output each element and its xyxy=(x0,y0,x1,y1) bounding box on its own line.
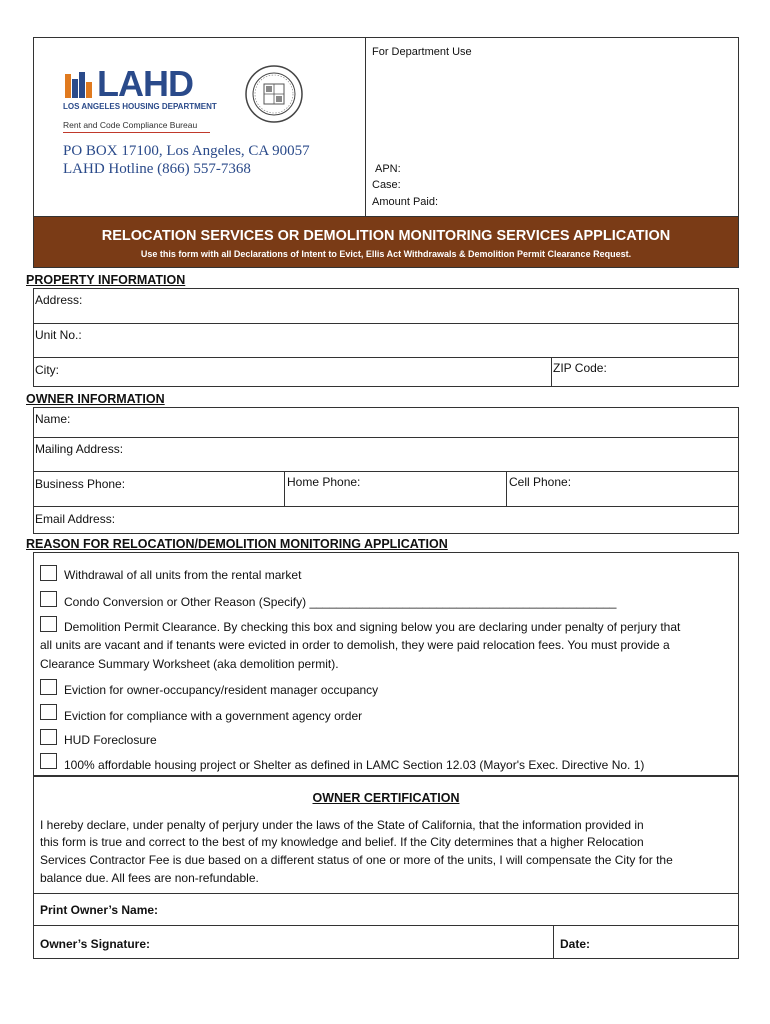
lahd-logo xyxy=(63,63,217,134)
email-address-field[interactable]: Email Address: xyxy=(35,512,116,526)
option-hud-foreclosure: HUD Foreclosure xyxy=(64,733,157,747)
unit-number-field[interactable]: Unit No.: xyxy=(35,328,82,342)
logo-acronym: LAHD xyxy=(97,63,193,104)
hotline-line: LAHD Hotline (866) 557-7368 xyxy=(63,161,251,177)
property-information-heading: PROPERTY INFORMATION xyxy=(26,273,186,287)
checkbox-condo-conversion[interactable] xyxy=(40,591,57,607)
apn-label: APN: xyxy=(375,163,401,175)
zip-code-field[interactable]: ZIP Code: xyxy=(553,361,607,375)
property-row-divider xyxy=(33,323,739,324)
checkbox-owner-occupancy[interactable] xyxy=(40,679,57,695)
certification-text-line: Services Contractor Fee is due based on a different status of one or more of the units, I will compensate the City for the xyxy=(40,853,673,867)
owner-signature-field[interactable]: Owner’s Signature: xyxy=(40,937,151,951)
checkbox-demolition-clearance[interactable] xyxy=(40,616,57,632)
option-demolition-clearance-line3: Clearance Summary Worksheet (aka demolition permit). xyxy=(40,657,339,671)
home-phone-field[interactable]: Home Phone: xyxy=(287,475,361,489)
owner-row-divider xyxy=(33,471,739,472)
option-demolition-clearance-line2: all units are vacant and if tenants were evicted in order to demolish, they were paid relocation fees. You must provide a xyxy=(40,638,670,652)
mailing-address-field[interactable]: Mailing Address: xyxy=(35,442,124,456)
checkbox-affordable-housing[interactable] xyxy=(40,753,57,769)
option-affordable-housing: 100% affordable housing project or Shelter as defined in LAMC Section 12.03 (Mayor's Exec. Directive No. 1) xyxy=(64,758,645,772)
checkbox-government-order[interactable] xyxy=(40,704,57,720)
option-owner-occupancy: Eviction for owner-occupancy/resident manager occupancy xyxy=(64,683,379,697)
property-box xyxy=(33,288,739,387)
logo-underline xyxy=(63,132,210,133)
owner-certification-heading: OWNER CERTIFICATION xyxy=(312,791,460,805)
owner-col-divider xyxy=(506,471,507,506)
option-condo-conversion: Condo Conversion or Other Reason (Specify) ______________________________________________ xyxy=(64,595,617,609)
checkbox-hud-foreclosure[interactable] xyxy=(40,729,57,745)
option-demolition-clearance: Demolition Permit Clearance. By checking this box and signing below you are declaring under penalty of perjury that xyxy=(64,620,681,634)
certification-text-line: balance due. All fees are non-refundable. xyxy=(40,871,259,885)
address-field[interactable]: Address: xyxy=(35,293,83,307)
city-field[interactable]: City: xyxy=(35,363,59,377)
city-seal xyxy=(244,64,304,124)
option-government-order: Eviction for compliance with a government agency order xyxy=(64,709,363,723)
amount-paid-label: Amount Paid: xyxy=(372,196,439,208)
certification-text-line: this form is true and correct to the best of my knowledge and belief. If the City determines that a higher Relocation xyxy=(40,835,644,849)
print-owner-name-field[interactable]: Print Owner’s Name: xyxy=(40,903,159,917)
department-use-label: For Department Use xyxy=(372,46,472,58)
logo-bureau: Rent and Code Compliance Bureau xyxy=(63,120,198,130)
owner-col-divider xyxy=(284,471,285,506)
case-label: Case: xyxy=(372,179,401,191)
lahd-building-icon xyxy=(63,70,93,100)
owner-name-field[interactable]: Name: xyxy=(35,412,71,426)
certification-divider xyxy=(33,893,739,894)
property-row-divider xyxy=(33,357,739,358)
owner-row-divider xyxy=(33,437,739,438)
option-withdrawal: Withdrawal of all units from the rental market xyxy=(64,568,302,582)
certification-col-divider xyxy=(553,925,554,959)
mailing-address-line: PO BOX 17100, Los Angeles, CA 90057 xyxy=(63,143,310,159)
property-col-divider xyxy=(551,357,552,387)
owner-information-heading: OWNER INFORMATION xyxy=(26,392,165,406)
logo-department: LOS ANGELES HOUSING DEPARTMENT xyxy=(63,102,217,111)
business-phone-field[interactable]: Business Phone: xyxy=(35,477,126,491)
reason-heading: REASON FOR RELOCATION/DEMOLITION MONITORING APPLICATION xyxy=(26,537,448,551)
form-subtitle: Use this form with all Declarations of Intent to Evict, Ellis Act Withdrawals & Demolition Permit Clearance Request. xyxy=(140,249,632,259)
certification-divider xyxy=(33,925,739,926)
header-divider xyxy=(365,37,366,217)
checkbox-withdrawal[interactable] xyxy=(40,565,57,581)
certification-text-line: I hereby declare, under penalty of perjury under the laws of the State of California, that the information provided in xyxy=(40,818,644,832)
owner-row-divider xyxy=(33,506,739,507)
date-field[interactable]: Date: xyxy=(560,937,591,951)
title-banner xyxy=(33,216,739,268)
cell-phone-field[interactable]: Cell Phone: xyxy=(509,475,572,489)
form-title: RELOCATION SERVICES OR DEMOLITION MONITORING SERVICES APPLICATION xyxy=(101,228,671,244)
